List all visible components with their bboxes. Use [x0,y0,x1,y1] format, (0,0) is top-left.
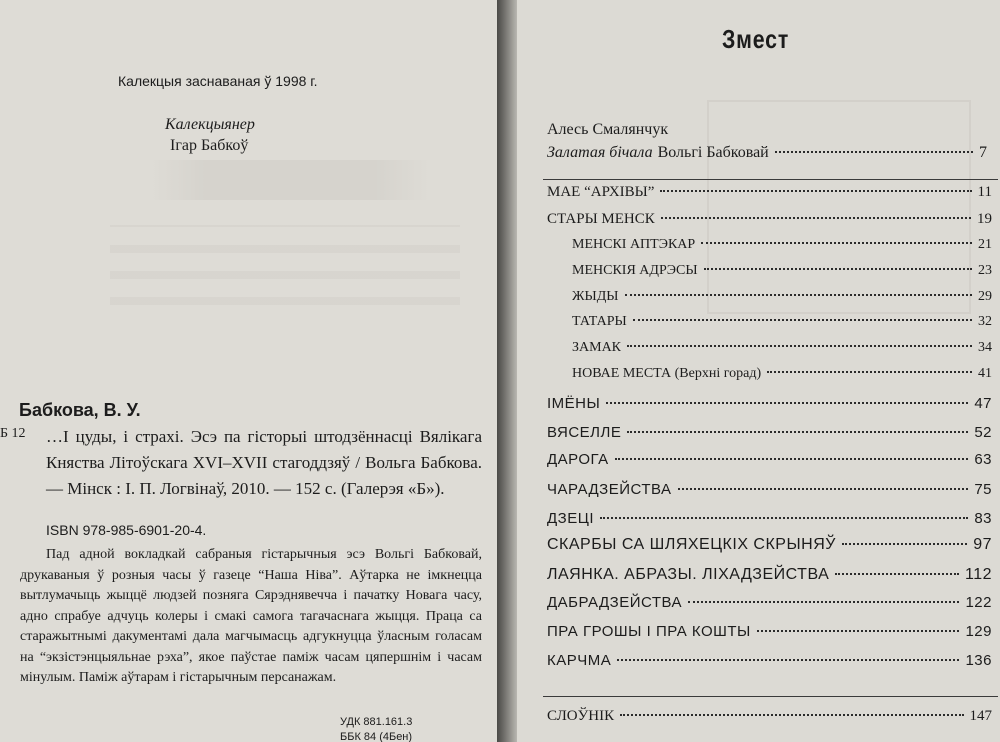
page-number: 112 [964,566,992,583]
book-gutter [497,0,517,742]
entry-label: ЧАРАДЗЕЙСТВА [547,481,672,498]
toc-entry [547,424,992,441]
page-number: 7 [979,144,987,161]
page-number: 34 [978,340,992,355]
toc-entry [547,708,992,725]
intro-title-rest: Вольгі Бабковай [657,144,769,161]
leader-dots [615,458,969,460]
imprint-page [0,0,497,742]
entry-label: СТАРЫ МЕНСК [547,211,655,227]
toc-entry [547,451,992,468]
intro-title-italic: Залатая бічала [547,144,653,161]
author-heading: Бабкова, В. У. [19,400,141,420]
entry-label: ДАБРАДЗЕЙСТВА [547,594,683,611]
leader-dots [660,190,971,192]
page-number: 47 [974,395,992,412]
page-number: 21 [978,237,992,252]
series-note: Калекцыя заснаваная ў 1998 г. [118,73,318,89]
leader-dots [606,402,968,404]
toc-entry [572,237,992,253]
contents-page [517,0,1000,742]
entry-label: СЛОЎНІК [547,708,615,724]
toc-entry [547,510,992,527]
leader-dots [661,217,971,219]
entry-label: ДЗЕЦІ [547,510,594,527]
leader-dots [617,659,959,661]
show-through-subtitle [110,225,460,305]
toc-entry [547,623,992,640]
page-number: 129 [965,623,992,640]
toc-entry [547,184,992,201]
udk-code: УДК 881.161.3 [340,716,413,728]
entry-label: ПРА ГРОШЫ І ПРА КОШТЫ [547,623,751,640]
leader-dots [620,714,963,716]
page-number: 52 [974,424,992,441]
leader-dots [633,319,972,321]
page-number: 63 [974,451,992,468]
entry-label: МАЕ “АРХІВЫ” [547,184,655,200]
entry-label: СКАРБЫ СА ШЛЯХЕЦКІХ СКРЫНЯЎ [547,536,836,553]
collector-role: Калекцыянер [165,116,255,133]
page-number: 19 [977,211,992,227]
toc-entry [572,289,992,305]
toc-entry [572,314,992,330]
page-number: 11 [977,184,992,200]
toc-entry [547,652,992,669]
annotation: Пад адной вокладкай сабраныя гістарычныя эсэ Вольгі Бабковай, друкаваныя ў розныя часы ў газеце “Наша Ніва”. Аўтарка не імкнецца вытлумачыць жыццё людзей позняга Сярэднявечча і пачатку Новага часу, адно спрабуе адчуць колеры і смакі самога тагачаснага жыцця. Праца са старажытнымі дакументамі дала магчымасць адгукнуцца ўласным голасам на “экзістэнцыяльнае рэха”, якое паўстае паміж часам цяпершнім і часам мінулым. Паміж аўтарам і гістарычным персанажам. [20,547,482,685]
leader-dots [688,601,959,603]
entry-label: МЕНСКІЯ АДРЭСЫ [572,263,698,278]
leader-dots [775,151,973,153]
page-number: 147 [969,708,992,724]
page-number: 32 [978,314,992,329]
page-number: 83 [974,510,992,527]
collector-name: Ігар Бабкоў [170,137,249,154]
page-number: 97 [973,536,992,553]
page-number: 122 [965,594,992,611]
toc-intro [547,144,987,162]
page-number: 75 [974,481,992,498]
toc-entry [572,366,992,382]
entry-label: ДАРОГА [547,451,609,468]
entry-label: ВЯСЕЛЛЕ [547,424,622,441]
leader-dots [842,543,967,545]
entry-label: ЖЫДЫ [572,289,619,304]
leader-dots [757,630,960,632]
show-through-title [150,160,430,200]
toc-title: Змест [722,24,790,54]
toc-entry [547,536,992,554]
page-number: 41 [978,366,992,381]
leader-dots [600,517,968,519]
show-through-block [707,100,971,314]
leader-dots [704,268,972,270]
entry-label: ІМЁНЫ [547,395,601,412]
page-number: 23 [978,263,992,278]
leader-dots [835,573,959,575]
bbk-code: ББК 84 (4Бен) [340,731,413,742]
divider [543,696,998,697]
entry-label: НОВАЕ МЕСТА (Верхні горад) [572,366,762,381]
toc-entry [547,594,992,611]
entry-label: ТАТАРЫ [572,314,627,329]
entry-label: КАРЧМА [547,652,612,669]
leader-dots [627,431,968,433]
toc-entry [547,481,992,498]
leader-dots [701,242,972,244]
page-number: 136 [965,652,992,669]
toc-entry [547,211,992,228]
leader-dots [625,294,972,296]
entry-label: МЕНСКІ АПТЭКАР [572,237,696,252]
toc-entry [572,340,992,356]
call-number: Б 12 [0,426,26,441]
toc-entry [547,566,992,584]
leader-dots [678,488,969,490]
toc-entry [547,395,992,412]
isbn: ISBN 978-985-6901-20-4. [46,522,207,538]
intro-author: Алесь Смалянчук [547,121,669,138]
bibliographic-record: …І цуды, і страхі. Эсэ па гісторыі штодзённасці Вялікага Княства Літоўскага XVI–XVII стагоддзяў / Вольга Бабкова. — Мінск : І. П. Логвінаў, 2010. — 152 с. (Галерэя «Б»). [46,427,482,498]
entry-label: ЗАМАК [572,340,622,355]
leader-dots [627,345,972,347]
leader-dots [767,371,972,373]
entry-label: ЛАЯНКА. АБРАЗЫ. ЛІХАДЗЕЙСТВА [547,566,830,583]
divider [543,179,998,180]
toc-entry [572,263,992,279]
page-number: 29 [978,289,992,304]
